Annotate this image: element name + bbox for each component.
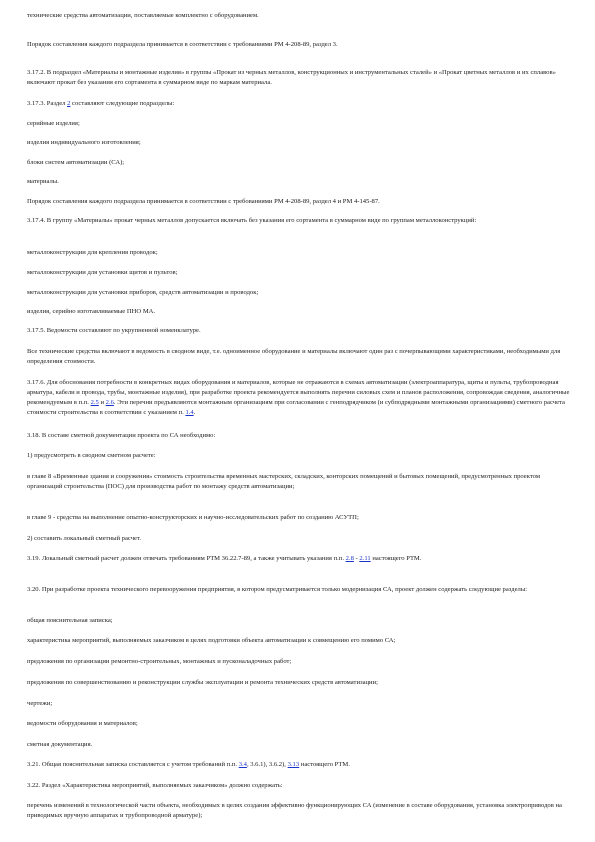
paragraph-text: предложения по организации ремонтно-строительных, монтажных и пусконаладочных работ; — [27, 658, 292, 665]
cross-reference-link[interactable]: 3.4 — [238, 761, 247, 768]
paragraph-text: металлоконструкции для установки щитов и пультов; — [27, 269, 178, 276]
paragraph — [27, 158, 572, 168]
paragraph-text: 3.20. При разработке проекта технического перевооружения предприятия, в котором предусматривается только модернизация СА, проект должен содержать следующие разделы: — [27, 586, 528, 593]
paragraph-text: металлоконструкции для установки приборов, средств автоматизации и проводок; — [27, 289, 259, 296]
paragraph-text: предложения по совершенствованию и реконструкции службы эксплуатации и ремонта технических средств автоматизации; — [27, 679, 378, 686]
paragraph-text: 3.17.2. В подраздел «Материалы и монтажные изделия» в группы «Прокат из черных металлов, конструкционных и инструментальных сталей» и «Прокат цветных металлов и их сплавов» включают прокат без указания его сортамента в суммарном виде по маркам материала. — [27, 69, 556, 86]
paragraph — [27, 197, 572, 207]
cross-reference-link[interactable]: 2.8 — [345, 555, 354, 562]
paragraph — [27, 534, 572, 544]
paragraph — [27, 760, 572, 770]
paragraph — [27, 781, 572, 791]
paragraph-text: 3.22. Раздел «Характеристика мероприятий, выполняемых заказчиком» должно содержать: — [27, 782, 283, 789]
paragraph-text: и — [98, 399, 106, 406]
paragraph-text: изделия индивидуального изготовления; — [27, 139, 141, 146]
cross-reference-link[interactable]: 2.11 — [359, 555, 371, 562]
paragraph — [27, 307, 572, 317]
paragraph-text: 3.17.3. Раздел — [27, 100, 68, 107]
paragraph-text: Порядок составления каждого подраздела принимается в соответствии с требованиями РМ 4-208-89, раздел 4 и РМ 4-145-87. — [27, 198, 380, 205]
paragraph-text: настоящего РТМ. — [299, 761, 350, 768]
paragraph — [27, 119, 572, 129]
paragraph-text: сметная документация. — [27, 741, 93, 748]
paragraph-text: характеристика мероприятий, выполняемых заказчиком в целях подготовки объекта автоматизации к совмещению его помимо СА; — [27, 637, 396, 644]
paragraph-text: ведомости оборудования и материалов; — [27, 720, 138, 727]
paragraph-text: 3.17.4. В группу «Материалы» прокат черных металлов допускается включать без указания его сортамента в суммарном виде по группам металлоконструкций: — [27, 217, 477, 224]
paragraph — [27, 288, 572, 298]
paragraph — [27, 636, 572, 646]
paragraph — [27, 513, 572, 523]
cross-reference-link[interactable]: 2.6 — [105, 399, 114, 406]
paragraph-text: . — [193, 409, 196, 416]
paragraph-text: общая пояснительная записка; — [27, 617, 113, 624]
paragraph-text: Все технические средства включают в ведомость в сводном виде, т.е. одноименное оборудование и материалы включают один раз с почерпывающими характеристиками, необходимыми для определения стоимости. — [27, 348, 561, 365]
paragraph-text: настоящего РТМ. — [370, 555, 422, 562]
paragraph-text: , 3.6.1), 3.6.2), — [246, 761, 288, 768]
paragraph-text: чертежи; — [27, 700, 53, 707]
paragraph-text: 2) составить локальный сметный расчет. — [27, 535, 141, 542]
paragraph — [27, 378, 572, 418]
paragraph — [27, 138, 572, 148]
paragraph-text: перечень изменений в технологической части объекта, необходимых в целях создания эффективно функционирующих СА (изменение в составе оборудования, установка электроприводов на приводимых вручную аппаратах и трубопроводной арматуре); — [27, 802, 562, 819]
paragraph — [27, 11, 572, 21]
paragraph — [27, 801, 572, 821]
cross-reference-link[interactable]: 1.4 — [185, 409, 194, 416]
paragraph-text: . Эти перечни предъявляются монтажным организациям при согласовании с генподрядчиком (и субподрядными монтажными организациями) сметного расчета стоимости строительства в соответствии с указанием п. — [27, 399, 565, 416]
paragraph — [27, 740, 572, 750]
paragraph — [27, 585, 572, 595]
paragraph-text: в главе 9 - средства на выполнение опытно-конструкторских и научно-исследовательских работ по созданию АСУТП; — [27, 514, 359, 521]
paragraph — [27, 554, 572, 564]
paragraph-text: 3.18. В составе сметной документации проекта по СА необходимо: — [27, 432, 216, 439]
paragraph — [27, 40, 572, 50]
paragraph — [27, 451, 572, 461]
paragraph-text: - — [353, 555, 360, 562]
paragraph-text: материалы. — [27, 178, 59, 185]
paragraph — [27, 699, 572, 709]
paragraph — [27, 326, 572, 336]
paragraph — [27, 68, 572, 88]
paragraph — [27, 177, 572, 187]
paragraph-text: 3.19. Локальный сметный расчет должен отвечать требованиям РТМ 36.22.7-89, а также учитывать указания п.п. — [27, 555, 346, 562]
paragraph — [27, 472, 572, 492]
paragraph-text: блоки систем автоматизации (СА); — [27, 159, 125, 166]
paragraph-text: Порядок составления каждого подраздела принимается в соответствии с требованиями РМ 4-208-89, раздел 3. — [27, 41, 338, 48]
paragraph-text: составляют следующие подразделы: — [70, 100, 175, 107]
paragraph-text: 3.21. Общая пояснительная записка составляется с учетом требований п.п. — [27, 761, 239, 768]
paragraph-text: серийные изделия; — [27, 120, 80, 127]
paragraph-text: технические средства автоматизации, поставляемые комплектно с оборудованием. — [27, 12, 259, 19]
paragraph-text: металлоконструкции для крепления проводок; — [27, 249, 158, 256]
paragraph-text: изделия, серийно изготавливаемые ПНО МА. — [27, 308, 156, 315]
paragraph-text: 3.17.5. Ведомости составляют по укрупненной номенклатуре. — [27, 327, 201, 334]
paragraph — [27, 719, 572, 729]
paragraph-text: 1) предусмотреть в сводном сметном расчете: — [27, 452, 156, 459]
paragraph — [27, 616, 572, 626]
cross-reference-link[interactable]: 2.5 — [90, 399, 99, 406]
paragraph-text: 3.17.6. Для обоснования потребности в конкретных видах оборудования и материалов, которые не отражаются в схемах автоматизации (электроаппаратура, щиты и пульты, трубопроводная арматура, кабели и провода, трубы, монтажные изделия), при разработке проекта рекомендуется выполнять перечни силовых схем и планов расположения, сопровождая сведения, аналогичные рекомендуемым в п.п. — [27, 379, 570, 406]
paragraph — [27, 268, 572, 278]
paragraph-text: в главе 8 «Временные здания и сооружения» стоимость строительства временных мастерских, складских, конторских помещений и бытовых помещений, предусмотренных проектом организаций строительства (ПОС) для производства работ по монтажу средств автоматизации; — [27, 473, 540, 490]
cross-reference-link[interactable]: 3.13 — [287, 761, 300, 768]
paragraph — [27, 248, 572, 258]
paragraph — [27, 657, 572, 667]
paragraph — [27, 678, 572, 688]
paragraph — [27, 347, 572, 367]
paragraph — [27, 431, 572, 441]
paragraph — [27, 99, 572, 109]
paragraph — [27, 216, 572, 226]
cross-reference-link[interactable]: 2 — [67, 100, 71, 107]
